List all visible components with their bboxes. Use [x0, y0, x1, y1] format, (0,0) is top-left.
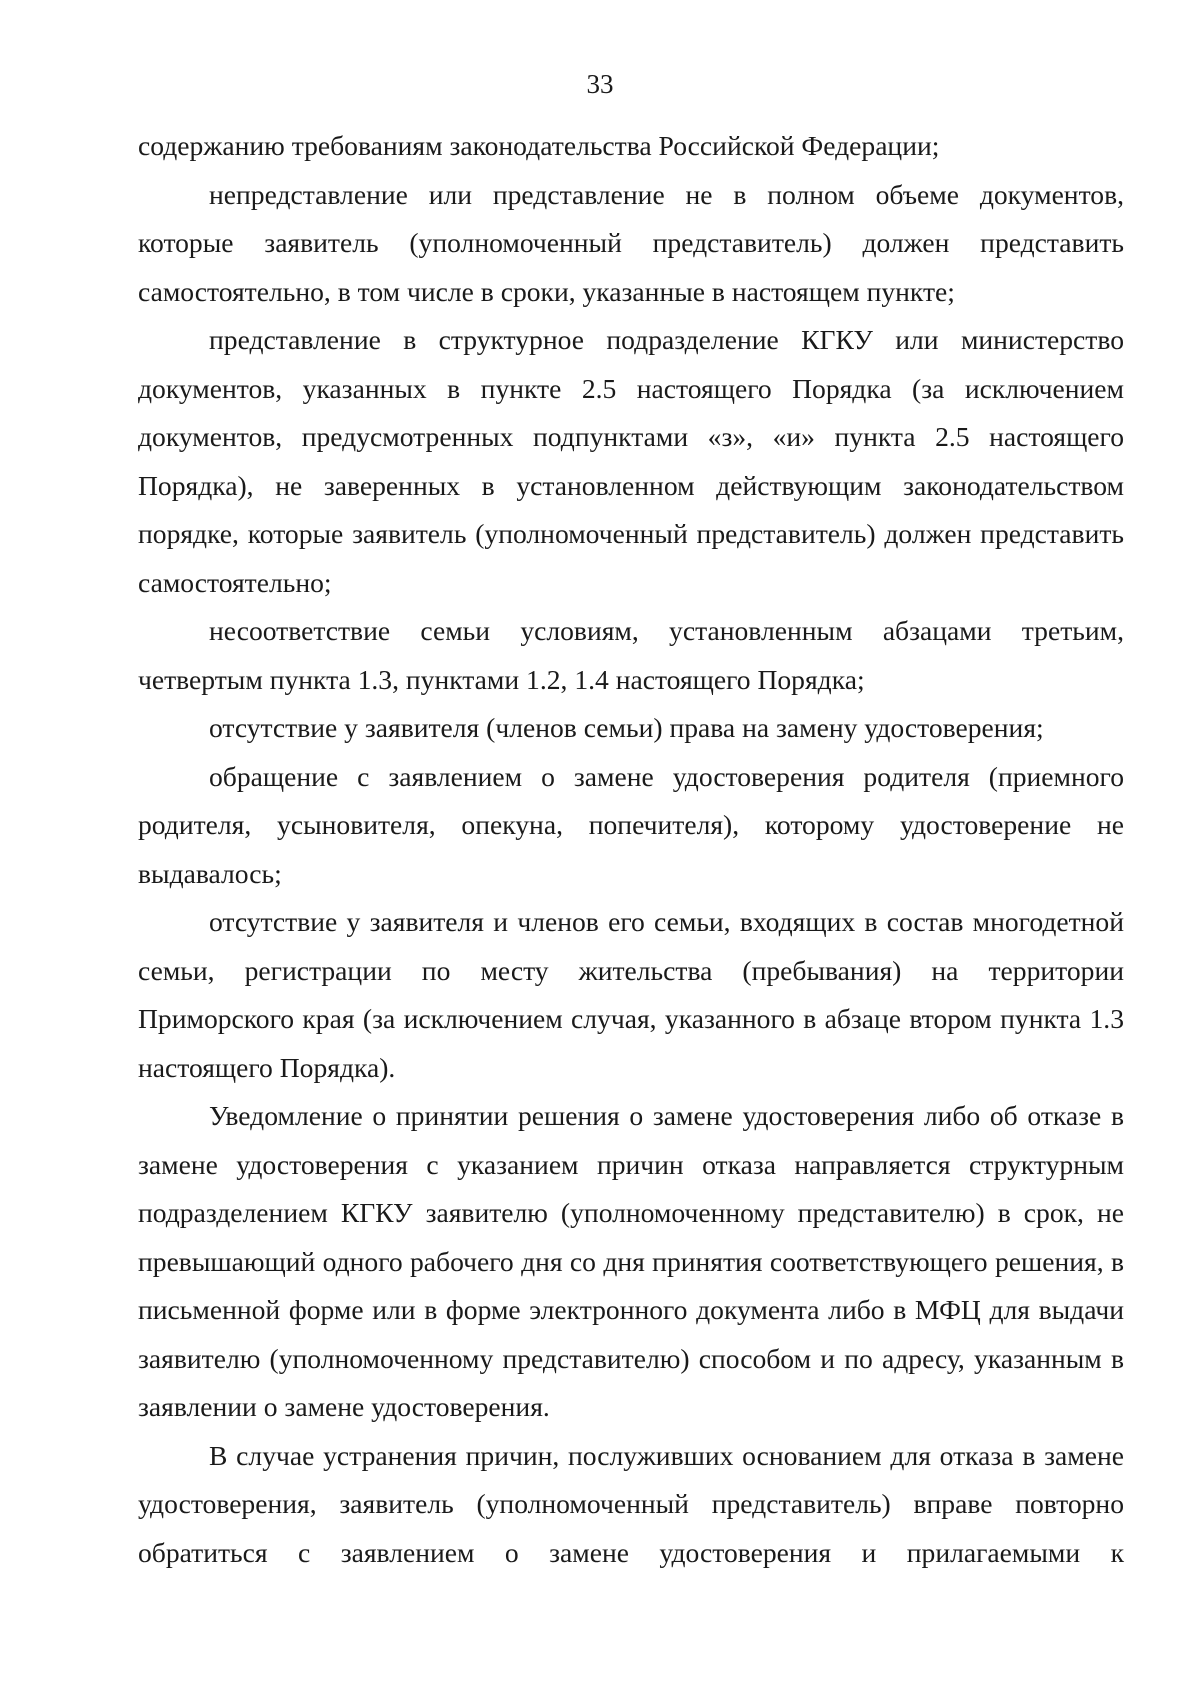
paragraph-continuation: содержанию требованиям законодательства Российской Федерации;: [138, 130, 940, 161]
paragraph-item: обращение с заявлением о замене удостоверения родителя (приемного родителя, усыновителя, опекуна, попечителя), которому удостоверение не выдавалось;: [138, 760, 1124, 889]
paragraph-reapplication: В случае устранения причин, послуживших основанием для отказа в замене удостоверения, заявитель (уполномоченный представитель) вправе повторно обратиться с заявлением о замене удостоверения и прилагаемыми к: [138, 1439, 1124, 1568]
paragraph-item: представление в структурное подразделение КГКУ или министерство документов, указанных в пункте 2.5 настоящего Порядка (за исключением документов, предусмотренных подпунктами «з», «и» пункта 2.5 настоящего Порядка), не заверенных в установленном действующим законодательством порядке, которые заявитель (уполномоченный представитель) должен представить самостоятельно;: [138, 324, 1124, 598]
document-body: [138, 122, 1124, 1577]
paragraph-item: несоответствие семьи условиям, установленным абзацами третьим, четвертым пункта 1.3, пунктами 1.2, 1.4 настоящего Порядка;: [138, 615, 1124, 695]
paragraph-notification: Уведомление о принятии решения о замене удостоверения либо об отказе в замене удостоверения с указанием причин отказа направляется структурным подразделением КГКУ заявителю (уполномоченному представителю) в срок, не превышающий одного рабочего дня со дня принятия соответствующего решения, в письменной форме или в форме электронного документа либо в МФЦ для выдачи заявителю (уполномоченному представителю) способом и по адресу, указанным в заявлении о замене удостоверения.: [138, 1100, 1124, 1422]
paragraph-item: отсутствие у заявителя и членов его семьи, входящих в состав многодетной семьи, регистрации по месту жительства (пребывания) на территории Приморского края (за исключением случая, указанного в абзаце втором пункта 1.3 настоящего Порядка).: [138, 906, 1124, 1083]
paragraph-item: отсутствие у заявителя (членов семьи) права на замену удостоверения;: [209, 712, 1044, 743]
page-number: 33: [586, 69, 614, 99]
paragraph-item: непредставление или представление не в полном объеме документов, которые заявитель (уполномоченный представитель) должен представить самостоятельно, в том числе в сроки, указанные в настоящем пункте;: [138, 178, 1124, 307]
